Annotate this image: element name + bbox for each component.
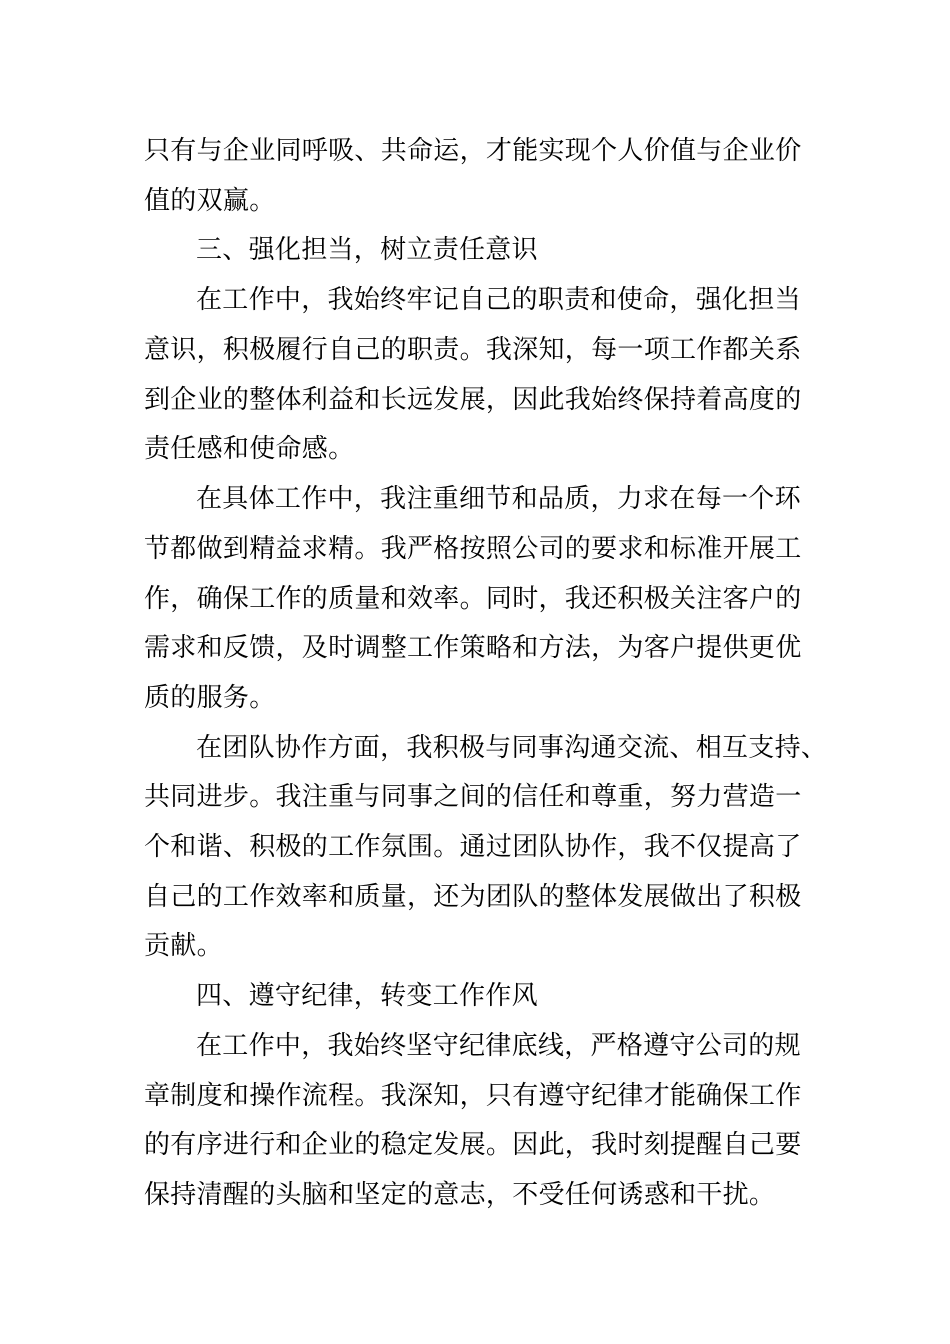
text-line: 作，确保工作的质量和效率。同时，我还积极关注客户的 (144, 584, 802, 614)
text-line: 的有序进行和企业的稳定发展。因此，我时刻提醒自己要 (144, 1130, 802, 1160)
text-line: 贡献。 (144, 931, 223, 961)
text-line: 到企业的整体利益和长远发展，因此我始终保持着高度的 (144, 385, 802, 415)
text-line: 章制度和操作流程。我深知，只有遵守纪律才能确保工作 (144, 1081, 802, 1111)
text-line: 共同进步。我注重与同事之间的信任和尊重，努力营造一 (144, 782, 802, 812)
text-line: 需求和反馈，及时调整工作策略和方法，为客户提供更优 (144, 633, 802, 663)
text-line: 意识，积极履行自己的职责。我深知，每一项工作都关系 (144, 335, 802, 365)
text-line: 保持清醒的头脑和坚定的意志，不受任何诱惑和干扰。 (144, 1180, 776, 1210)
paragraph-first-line: 在工作中，我始终坚守纪律底线，严格遵守公司的规 (196, 1031, 801, 1061)
text-line: 只有与企业同呼吸、共命运，才能实现个人价值与企业价 (144, 136, 802, 166)
section-heading: 三、强化担当，树立责任意识 (196, 235, 538, 265)
paragraph-first-line: 在工作中，我始终牢记自己的职责和使命，强化担当 (196, 285, 801, 315)
text-line: 责任感和使命感。 (144, 434, 355, 464)
text-line: 质的服务。 (144, 683, 276, 713)
paragraph-first-line: 在团队协作方面，我积极与同事沟通交流、相互支持、 (196, 733, 828, 763)
section-heading: 四、遵守纪律，转变工作作风 (196, 981, 538, 1011)
text-line: 自己的工作效率和质量，还为团队的整体发展做出了积极 (144, 882, 802, 912)
text-line: 值的双赢。 (144, 186, 276, 216)
paragraph-first-line: 在具体工作中，我注重细节和品质，力求在每一个环 (196, 484, 801, 514)
text-line: 节都做到精益求精。我严格按照公司的要求和标准开展工 (144, 534, 802, 564)
text-line: 个和谐、积极的工作氛围。通过团队协作，我不仅提高了 (144, 832, 802, 862)
